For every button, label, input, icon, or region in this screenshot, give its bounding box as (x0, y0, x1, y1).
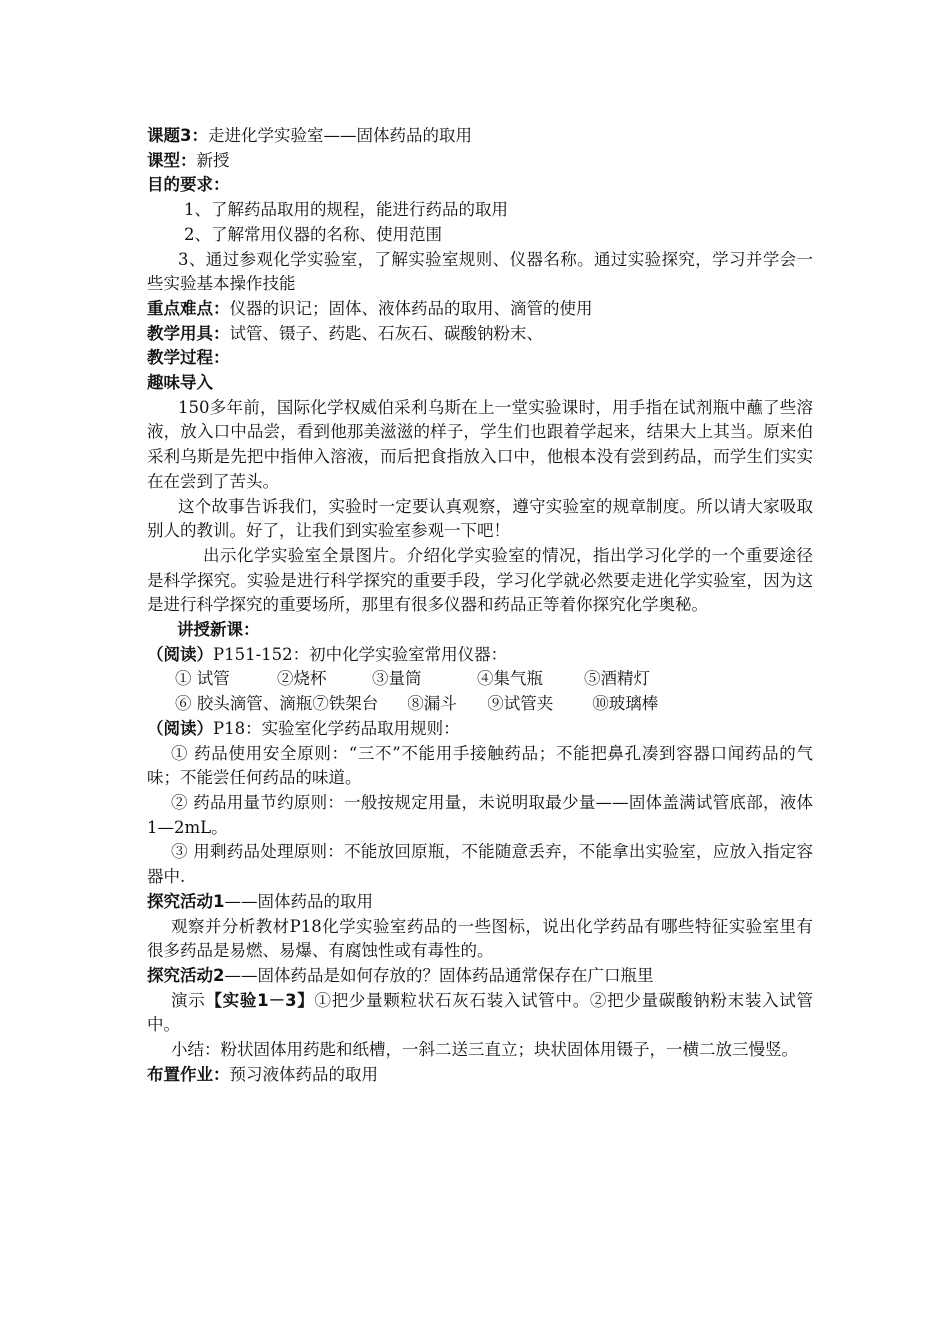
document-page (147, 124, 813, 1087)
rule-disposal: ③ 用剩药品处理原则：不能放回原瓶，不能随意丢弃，不能拿出实验室，应放入指定容器中. (147, 842, 813, 887)
reading-2-line (147, 717, 813, 742)
intro-paragraph-3: 出示化学实验室全景图片。介绍化学实验室的情况，指出学习化学的一个重要途径是科学探究。实验是进行科学探究的重要手段，学习化学就必然要走进化学实验室，因为这是进行科学探究的重要场所，那里有很多仪器和药品正等着你探究化学奥秘。 (147, 545, 813, 615)
activity-1-heading (147, 890, 813, 915)
lesson-type-line (147, 149, 813, 174)
instrument-item: ① 试管 (175, 669, 230, 689)
lesson-type-label: 课型： (147, 150, 197, 170)
goal-item-2: 2、了解常用仪器的名称、使用范围 (184, 224, 442, 244)
new-lesson-heading: 讲授新课： (177, 620, 260, 640)
key-points-text: 仪器的识记；固体、液体药品的取用、滴管的使用 (229, 298, 593, 318)
instrument-item: ③量筒 (372, 669, 422, 689)
goal-item-1: 1、了解药品取用的规程，能进行药品的取用 (184, 200, 508, 220)
instrument-row-2 (147, 692, 813, 717)
tools-line (147, 322, 813, 347)
reading-2-label: （阅读） (147, 718, 213, 738)
summary-paragraph: 小结：粉状固体用药匙和纸槽，一斜二送三直立；块状固体用镊子，一横二放三慢竖。 (171, 1040, 798, 1060)
homework-line (147, 1063, 813, 1088)
activity-1-title: ——固体药品的取用 (224, 891, 373, 911)
activity-1-paragraph: 观察并分析教材P18化学实验室药品的一些图标，说出化学药品有哪些特征实验室里有很多药品是易燃、易爆、有腐蚀性或有毒性的。 (147, 916, 813, 961)
instrument-item: ④集气瓶 (477, 669, 543, 689)
demo-text: ①把少量颗粒状石灰石装入试管中。②把少量碳酸钠粉末装入试管中。 (147, 990, 814, 1035)
demo-prefix: 演示 (171, 990, 206, 1010)
reading-1-line (147, 643, 813, 668)
goals-heading: 目的要求： (147, 175, 230, 195)
rule-safety: ① 药品使用安全原则：“三不”不能用手接触药品；不能把鼻孔凑到容器口闻药品的气味；不能尝任何药品的味道。 (147, 743, 813, 788)
homework-text: 预习液体药品的取用 (229, 1064, 378, 1084)
key-points-line (147, 297, 813, 322)
homework-label: 布置作业： (147, 1064, 230, 1084)
topic-label: 课题3： (147, 126, 208, 145)
instrument-item: ⑤酒精灯 (584, 669, 650, 689)
instrument-item: ②烧杯 (277, 669, 327, 689)
key-points-label: 重点难点： (147, 298, 230, 318)
intro-paragraph-2: 这个故事告诉我们，实验时一定要认真观察，遵守实验室的规章制度。所以请大家吸取别人的教训。好了，让我们到实验室参观一下吧！ (147, 496, 813, 541)
process-heading: 教学过程： (147, 348, 230, 368)
topic-text: 走进化学实验室——固体药品的取用 (207, 126, 472, 145)
topic-line (147, 124, 813, 149)
tools-text: 试管、镊子、药匙、石灰石、碳酸钠粉末、 (229, 323, 543, 343)
reading-2-text: P18：实验室化学药品取用规则： (213, 718, 460, 738)
activity-2-label: 探究活动2 (147, 965, 225, 985)
instrument-row-1 (147, 667, 813, 692)
instrument-item: ⑨试管夹 (487, 694, 554, 714)
activity-1-label: 探究活动1 (147, 891, 225, 911)
intro-heading: 趣味导入 (147, 373, 213, 393)
activity-2-heading (147, 964, 813, 989)
instrument-item: ⑦铁架台 (312, 694, 379, 714)
reading-1-text: P151-152：初中化学实验室常用仪器： (213, 644, 508, 664)
activity-2-title: ——固体药品是如何存放的？固体药品通常保存在广口瓶里 (224, 965, 654, 985)
instrument-item: ⑥ 胶头滴管、滴瓶 (175, 694, 313, 714)
demo-label: 【实验1－3】 (205, 990, 315, 1010)
reading-1-label: （阅读） (147, 644, 213, 664)
rule-economy: ② 药品用量节约原则：一般按规定用量，未说明取最少量——固体盖满试管底部，液体1—2mL。 (147, 792, 813, 837)
intro-paragraph-1: 150多年前，国际化学权威伯采利乌斯在上一堂实验课时，用手指在试剂瓶中蘸了些溶液，放入口中品尝，看到他那美滋滋的样子，学生们也跟着学起来，结果大上其当。原来伯采利乌斯是先把中指伸入溶液，而后把食指放入口中，他根本没有尝到药品，而学生们实实在在尝到了苦头。 (147, 397, 813, 491)
tools-label: 教学用具： (147, 323, 230, 343)
demo-paragraph (147, 989, 813, 1038)
lesson-type-text: 新授 (196, 150, 230, 170)
instrument-item: ⑩玻璃棒 (592, 694, 659, 714)
instrument-item: ⑧漏斗 (407, 694, 457, 714)
goal-item-3: 3、通过参观化学实验室，了解实验室规则、仪器名称。通过实验探究，学习并学会一些实验基本操作技能 (147, 249, 813, 294)
